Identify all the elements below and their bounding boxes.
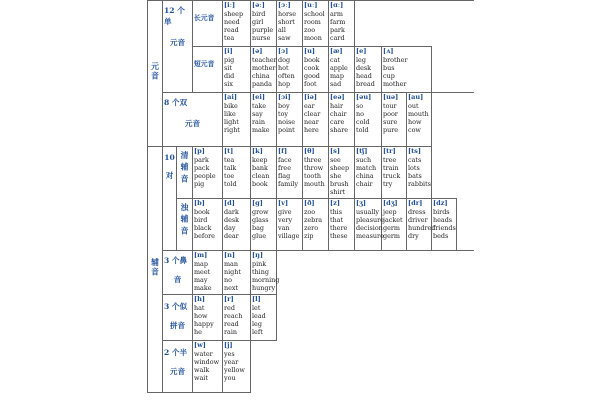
consonants-group-label: 辅音: [148, 147, 163, 393]
voiceless-cell: [p] park pack people pig: [193, 147, 223, 199]
voiceless-cell: [tr] tree train truck try: [382, 147, 407, 199]
diphthong-cell: [ɔi] boy toy noise point: [277, 93, 303, 147]
semivowel-cell: [w] water window walk wait: [193, 341, 223, 393]
diphthong-cell: [iə] ear clear near here: [303, 93, 329, 147]
pairs-label: 10 对: [163, 147, 177, 251]
nasal-cell: [m] map meet may make: [193, 251, 223, 295]
long-vowel-cell: [əː] bird girl purple nurse: [251, 1, 277, 47]
diphthong-cell: [ei] take say rain make: [251, 93, 277, 147]
voiceless-cell: [tʃ] such match china chair: [355, 147, 382, 199]
lateral-cell: [l] let lead leg left: [251, 295, 277, 341]
long-vowel-cell: [ɔː] horse short all saw: [277, 1, 303, 47]
nasal-cell: [n] man night no next: [223, 251, 251, 295]
short-vowel-cell: [u] book cook good foot: [303, 47, 329, 93]
long-vowel-cell: [ɑː] arm farm park card: [329, 1, 355, 47]
voiced-cell: [v] give very van village: [277, 199, 303, 251]
diphthong-cell: [eə] hair chair care share: [329, 93, 355, 147]
voiceless-label: 清辅音: [177, 147, 193, 199]
voiced-cell: [g] grow glass bag glue: [251, 199, 277, 251]
short-vowel-cell: [ʌ] brother bus cup mother: [382, 47, 432, 93]
voiced-cell: [dʒ] jeep jacket germ germ: [382, 199, 407, 251]
lateral-cell: [h] hat how happy he: [193, 295, 223, 341]
voiceless-cell: [k] keep bank clean book: [251, 147, 277, 199]
short-vowel-cell: [e] leg desk head bread: [355, 47, 382, 93]
diphthong-cell: [ai] bike like light right: [223, 93, 251, 147]
voiceless-cell: [t] tea talk toe told: [223, 147, 251, 199]
diphthong-cell: [əu] so no cold told: [355, 93, 382, 147]
voiced-cell: [d] dark desk day dear: [223, 199, 251, 251]
phonetics-table-page: [147, 0, 473, 400]
nasals-label: 3 个鼻 音: [163, 251, 193, 295]
short-vowel-cell: [ə] teacher mother china panda: [251, 47, 277, 93]
single-vowels-label: 12 个单 元音: [163, 1, 193, 93]
voiceless-cell: [f] face free flag family: [277, 147, 303, 199]
voiced-label: 浊辅音: [177, 199, 193, 251]
short-vowel-cell: [i] pig sit did six: [223, 47, 251, 93]
short-vowel-cell: [æ] cat apple map sad: [329, 47, 355, 93]
long-vowel-cell: [iː] sheep need read tea: [223, 1, 251, 47]
semivowel-cell: [j] yes year yellow you: [223, 341, 251, 393]
voiceless-cell: [θ] three throw tooth mouth: [303, 147, 329, 199]
voiceless-cell: [ts] cats lots bats rabbits: [407, 147, 432, 199]
diphthong-cell: [uə] tour poor sure pure: [382, 93, 407, 147]
nasal-cell: [ŋ] pink thing morning hungry: [251, 251, 277, 295]
example-word: shirt: [330, 188, 346, 197]
short-vowel-cell: [ɔ] dog hot often hop: [277, 47, 303, 93]
semivowels-label: 2 个半 元音: [163, 341, 193, 393]
voiced-cell: [z] this that there these: [329, 199, 355, 251]
voiced-cell: [ð] zoo zebra zero zip: [303, 199, 329, 251]
short-vowels-label: 短元音: [193, 47, 223, 93]
voiced-cell: [dr] dress driver hundred dry: [407, 199, 432, 251]
voiced-cell: [ʒ] usually pleasure decision measure: [355, 199, 382, 251]
phonetics-table: [147, 0, 474, 393]
long-vowel-cell: [uː] school room zoo moon: [303, 1, 329, 47]
diphthongs-label: 8 个双 元音: [163, 93, 223, 147]
diphthong-cell: [au] out mouth how cow: [407, 93, 432, 147]
voiceless-cell: [s] see sheep she brush shirt: [329, 147, 355, 199]
vowels-group-label: 元音: [148, 1, 163, 147]
voiced-cell: [dz] birds heads friends beds: [432, 199, 457, 251]
lateral-cell: [r] red reach read rain: [223, 295, 251, 341]
voiced-cell: [b] book bird black before: [193, 199, 223, 251]
long-vowels-label: 长元音: [193, 1, 223, 47]
laterals-label: 3 个似 拼音: [163, 295, 193, 341]
